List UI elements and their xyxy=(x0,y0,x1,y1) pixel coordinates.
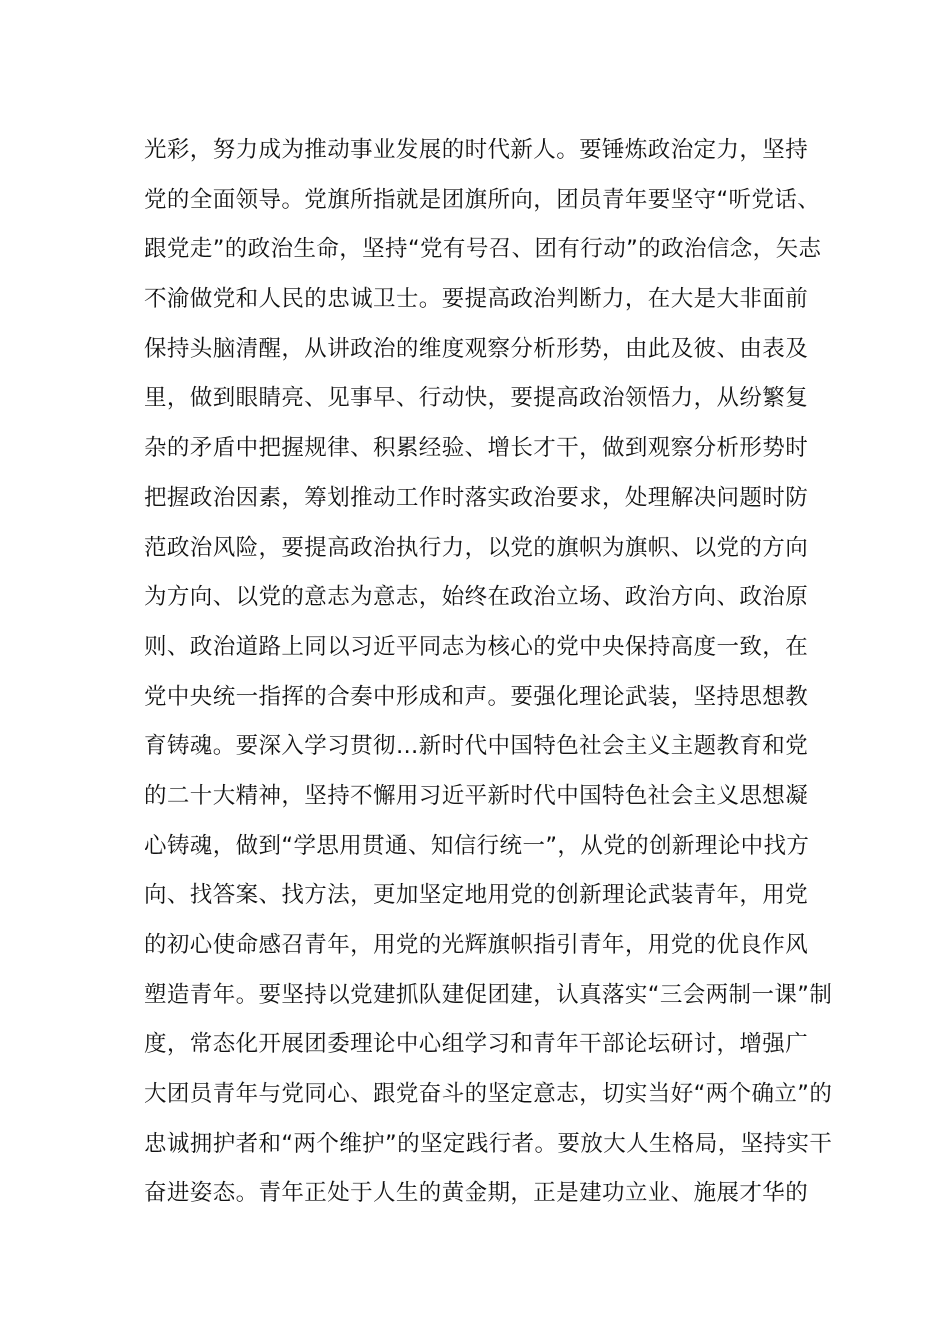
text-line: 把握政治因素，筹划推动工作时落实政治要求，处理解决问题时防 xyxy=(144,484,809,511)
text-line: 向、找答案、找方法，更加坚定地用党的创新理论武装青年，用党 xyxy=(144,882,809,909)
text-line: 忠诚拥护者和“两个维护”的坚定践行者。要放大人生格局，坚持实干 xyxy=(144,1130,833,1157)
text-line: 为方向、以党的意志为意志，始终在政治立场、政治方向、政治原 xyxy=(144,584,809,611)
text-line: 党的全面领导。党旗所指就是团旗所向，团员青年要坚守“听党话、 xyxy=(144,186,821,213)
text-line: 大团员青年与党同心、跟党奋斗的坚定意志，切实当好“两个确立”的 xyxy=(144,1081,833,1108)
text-line: 党中央统一指挥的合奏中形成和声。要强化理论武装，坚持思想教 xyxy=(144,683,809,710)
text-line: 的初心使命感召青年，用党的光辉旗帜指引青年，用党的优良作风 xyxy=(144,932,809,958)
text-line: 则、政治道路上同以习近平同志为核心的党中央保持高度一致，在 xyxy=(144,633,809,660)
text-line: 度，常态化开展团委理论中心组学习和青年干部论坛研讨，增强广 xyxy=(144,1031,809,1058)
text-line: 的二十大精神，坚持不懈用习近平新时代中国特色社会主义思想凝 xyxy=(144,782,809,809)
text-line: 里，做到眼睛亮、见事早、行动快，要提高政治领悟力，从纷繁复 xyxy=(144,385,809,412)
text-line: 育铸魂。要深入学习贯彻…新时代中国特色社会主义主题教育和党 xyxy=(144,733,809,760)
text-line: 跟党走”的政治生命，坚持“党有号召、团有行动”的政治信念，矢志 xyxy=(144,236,822,263)
text-line: 奋进姿态。青年正处于人生的黄金期，正是建功立业、施展才华的 xyxy=(144,1180,809,1207)
text-line: 不渝做党和人民的忠诚卫士。要提高政治判断力，在大是大非面前 xyxy=(144,286,809,313)
text-line: 光彩，努力成为推动事业发展的时代新人。要锤炼政治定力，坚持 xyxy=(144,137,809,163)
text-line: 杂的矛盾中把握规律、积累经验、增长才干，做到观察分析形势时 xyxy=(144,435,809,462)
text-line: 塑造青年。要坚持以党建抓队建促团建，认真落实“三会两制一课”制 xyxy=(144,981,833,1008)
text-line: 范政治风险，要提高政治执行力，以党的旗帜为旗帜、以党的方向 xyxy=(144,534,809,561)
text-line: 保持头脑清醒，从讲政治的维度观察分析形势，由此及彼、由表及 xyxy=(144,335,809,362)
body-text xyxy=(144,126,833,1219)
text-line: 心铸魂，做到“学思用贯通、知信行统一”，从党的创新理论中找方 xyxy=(144,832,810,859)
